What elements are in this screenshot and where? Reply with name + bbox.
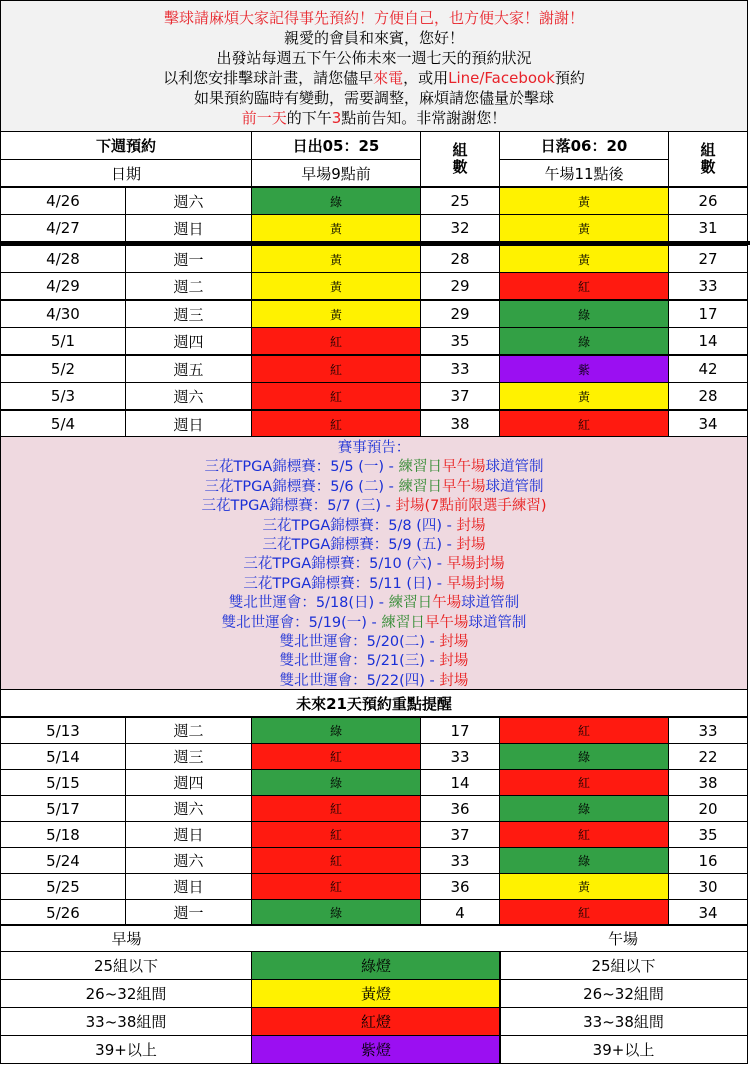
events-title: 賽事預告： — [337, 440, 411, 456]
weekday-cell: 週四 — [125, 327, 252, 355]
afternoon-status: 黃 — [499, 382, 669, 410]
event-text: 三花TPGA錦標賽：5/6 (二) - — [204, 478, 399, 495]
notice-text: 的下午 — [286, 109, 332, 127]
event-text: 雙北世運會：5/21(三) - — [279, 653, 440, 670]
notice-text: 點前告知。非常謝謝您！ — [341, 109, 507, 127]
afternoon-status: 黃 — [499, 245, 669, 273]
event-text: 雙北世運會：5/19(一) - — [221, 614, 382, 631]
groups-label: 組數 — [698, 142, 717, 176]
event-session: 早午場 — [441, 459, 486, 476]
future-title: 未來21天預約重點提醒 — [0, 689, 748, 717]
morning-groups: 4 — [420, 899, 500, 926]
date-cell: 5/26 — [0, 899, 126, 926]
afternoon-groups: 26 — [668, 187, 748, 215]
afternoon-groups: 31 — [668, 214, 748, 242]
morning-status: 黃 — [251, 300, 421, 328]
afternoon-status: 綠 — [499, 847, 669, 874]
date-cell: 5/24 — [0, 847, 126, 874]
event-session: 早午場 — [441, 478, 486, 495]
morning-groups: 29 — [420, 300, 500, 328]
legend-pm-range: 33~38組間 — [499, 1007, 748, 1036]
next-week-header: 下週預約 — [0, 131, 252, 160]
weekday-cell: 週四 — [125, 769, 252, 796]
afternoon-groups: 17 — [668, 300, 748, 328]
notice-text: 以利您安排擊球計畫，請您儘早 — [163, 69, 374, 87]
event-text: 雙北世運會：5/20(二) - — [279, 634, 440, 651]
afternoon-groups: 34 — [668, 899, 748, 926]
legend-pm-range: 25組以下 — [499, 951, 748, 980]
date-header: 日期 — [0, 159, 252, 187]
date-cell: 5/2 — [0, 355, 126, 383]
legend-light: 紫燈 — [251, 1035, 501, 1064]
weekday-cell: 週三 — [125, 743, 252, 770]
event-closed: 封場 — [439, 634, 469, 651]
afternoon-status: 紅 — [499, 272, 669, 300]
afternoon-status: 紫 — [499, 355, 669, 383]
notice-line-2: 親愛的會員和來賓，您好！ — [283, 29, 464, 47]
groups-header-am — [420, 131, 500, 187]
notice-text: 預約 — [554, 69, 585, 87]
morning-status: 綠 — [251, 899, 421, 926]
morning-status: 紅 — [251, 327, 421, 355]
weekday-cell: 週日 — [125, 214, 252, 242]
event-practice: 練習日 — [381, 614, 425, 631]
event-line — [1, 594, 747, 613]
event-practice: 練習日 — [398, 478, 442, 495]
legend-am-range: 25組以下 — [0, 951, 252, 980]
notice-highlight: 3 — [331, 109, 342, 127]
morning-groups: 35 — [420, 327, 500, 355]
date-cell: 5/15 — [0, 769, 126, 796]
event-line — [1, 497, 747, 516]
event-text: 三花TPGA錦標賽：5/10 (六) - — [243, 556, 447, 573]
date-cell: 4/30 — [0, 300, 126, 328]
notice-header — [0, 0, 748, 131]
morning-groups: 33 — [420, 355, 500, 383]
notice-highlight: 前一天 — [241, 109, 287, 127]
event-closed: 早場封場 — [446, 556, 505, 573]
event-text: 三花TPGA錦標賽：5/9 (五) - — [262, 537, 457, 554]
event-text: 雙北世運會：5/22(四) - — [279, 672, 440, 689]
date-cell: 4/27 — [0, 214, 126, 242]
afternoon-groups: 42 — [668, 355, 748, 383]
morning-groups: 33 — [420, 847, 500, 874]
notice-line-5: 如果預約臨時有變動，需要調整，麻煩請您儘量於擊球 — [193, 89, 554, 107]
afternoon-status: 綠 — [499, 743, 669, 770]
event-practice: 練習日 — [388, 595, 433, 612]
morning-status: 綠 — [251, 187, 421, 215]
afternoon-groups: 16 — [668, 847, 748, 874]
morning-status: 綠 — [251, 769, 421, 796]
morning-groups: 17 — [420, 717, 500, 744]
event-practice: 練習日 — [398, 459, 442, 476]
afternoon-groups: 22 — [668, 743, 748, 770]
weekday-cell: 週六 — [125, 847, 252, 874]
morning-header: 早場9點前 — [251, 159, 421, 187]
legend-pm-range: 39+以上 — [499, 1035, 748, 1064]
afternoon-status: 黃 — [499, 214, 669, 242]
date-cell: 5/4 — [0, 410, 126, 438]
afternoon-status: 綠 — [499, 327, 669, 355]
notice-line-6 — [1, 108, 747, 128]
weekday-cell: 週三 — [125, 300, 252, 328]
event-line — [1, 652, 747, 671]
afternoon-groups: 27 — [668, 245, 748, 273]
legend-light: 綠燈 — [251, 951, 501, 980]
afternoon-groups: 30 — [668, 873, 748, 900]
legend-am-range: 39+以上 — [0, 1035, 252, 1064]
weekday-cell: 週六 — [125, 382, 252, 410]
afternoon-header: 午場11點後 — [499, 159, 669, 187]
afternoon-groups: 38 — [668, 769, 748, 796]
event-text: 三花TPGA錦標賽：5/8 (四) - — [262, 517, 457, 534]
afternoon-groups: 33 — [668, 272, 748, 300]
event-closed: 封場(7點前限選手練習) — [395, 498, 547, 515]
weekday-cell: 週一 — [125, 245, 252, 273]
date-cell: 5/3 — [0, 382, 126, 410]
notice-line-1: 擊球請麻煩大家記得事先預約！方便自己，也方便大家！謝謝！ — [163, 9, 584, 27]
afternoon-groups: 28 — [668, 382, 748, 410]
notice-line-3: 出發站每週五下午公佈未來一週七天的預約狀況 — [216, 49, 532, 67]
week-divider — [0, 241, 750, 245]
event-text: 雙北世運會：5/18(日) - — [228, 595, 389, 612]
morning-status: 黃 — [251, 272, 421, 300]
event-session: 早午場 — [424, 614, 469, 631]
morning-status: 黃 — [251, 245, 421, 273]
afternoon-status: 紅 — [499, 899, 669, 926]
morning-groups: 33 — [420, 743, 500, 770]
weekday-cell: 週一 — [125, 899, 252, 926]
sunrise-header: 日出05：25 — [251, 131, 421, 160]
events-panel — [0, 436, 748, 690]
event-text: 球道管制 — [485, 459, 544, 476]
sunset-header: 日落06：20 — [499, 131, 669, 160]
morning-groups: 25 — [420, 187, 500, 215]
date-cell: 5/1 — [0, 327, 126, 355]
date-cell: 5/18 — [0, 821, 126, 848]
date-cell: 4/26 — [0, 187, 126, 215]
afternoon-groups: 34 — [668, 410, 748, 438]
event-closed: 封場 — [439, 672, 469, 689]
morning-groups: 36 — [420, 795, 500, 822]
morning-groups: 28 — [420, 245, 500, 273]
weekday-cell: 週日 — [125, 821, 252, 848]
afternoon-groups: 14 — [668, 327, 748, 355]
morning-status: 紅 — [251, 795, 421, 822]
legend-am-range: 26~32組間 — [0, 979, 252, 1008]
date-cell: 5/13 — [0, 717, 126, 744]
morning-status: 紅 — [251, 382, 421, 410]
event-closed: 封場 — [456, 517, 486, 534]
event-text: 三花TPGA錦標賽：5/7 (三) - — [201, 498, 396, 515]
event-closed: 早場封場 — [446, 575, 505, 592]
morning-status: 紅 — [251, 873, 421, 900]
event-line — [1, 633, 747, 652]
event-text: 三花TPGA錦標賽：5/5 (一) - — [204, 459, 399, 476]
afternoon-status: 黃 — [499, 187, 669, 215]
morning-status: 紅 — [251, 847, 421, 874]
notice-line-4 — [1, 68, 747, 88]
weekday-cell: 週六 — [125, 795, 252, 822]
morning-groups: 36 — [420, 873, 500, 900]
notice-text: ，或用 — [403, 69, 449, 87]
event-text: 球道管制 — [461, 595, 520, 612]
weekday-cell: 週五 — [125, 355, 252, 383]
event-line — [1, 517, 747, 536]
legend-light: 黃燈 — [251, 979, 501, 1008]
groups-header-pm — [668, 131, 748, 187]
afternoon-groups: 20 — [668, 795, 748, 822]
morning-status: 紅 — [251, 821, 421, 848]
groups-label: 組數 — [450, 142, 469, 176]
afternoon-groups: 35 — [668, 821, 748, 848]
date-cell: 5/17 — [0, 795, 126, 822]
event-line — [1, 555, 747, 574]
event-line — [1, 536, 747, 555]
notice-highlight: 來電 — [373, 69, 404, 87]
event-line — [1, 478, 747, 497]
weekday-cell: 週日 — [125, 873, 252, 900]
afternoon-status: 綠 — [499, 300, 669, 328]
date-cell: 4/29 — [0, 272, 126, 300]
afternoon-status: 紅 — [499, 821, 669, 848]
event-line — [1, 614, 747, 633]
morning-groups: 38 — [420, 410, 500, 438]
event-text: 三花TPGA錦標賽：5/11 (日) - — [243, 575, 447, 592]
event-text: 球道管制 — [468, 614, 527, 631]
morning-status: 綠 — [251, 717, 421, 744]
morning-status: 黃 — [251, 214, 421, 242]
legend-am-range: 33~38組間 — [0, 1007, 252, 1036]
event-closed: 封場 — [439, 653, 469, 670]
date-cell: 5/25 — [0, 873, 126, 900]
afternoon-groups: 33 — [668, 717, 748, 744]
afternoon-status: 黃 — [499, 873, 669, 900]
legend-am-label: 早場 — [0, 924, 252, 952]
legend-light: 紅燈 — [251, 1007, 501, 1036]
morning-groups: 37 — [420, 821, 500, 848]
weekday-cell: 週日 — [125, 410, 252, 438]
weekday-cell: 週二 — [125, 272, 252, 300]
event-line — [1, 458, 747, 477]
legend-spacer — [251, 924, 501, 952]
afternoon-status: 紅 — [499, 769, 669, 796]
event-text: 球道管制 — [485, 478, 544, 495]
morning-status: 紅 — [251, 743, 421, 770]
date-cell: 5/14 — [0, 743, 126, 770]
morning-status: 紅 — [251, 355, 421, 383]
notice-highlight: Line/Facebook — [448, 69, 555, 87]
event-session: 午場 — [432, 595, 462, 612]
morning-groups: 14 — [420, 769, 500, 796]
morning-status: 紅 — [251, 410, 421, 438]
weekday-cell: 週六 — [125, 187, 252, 215]
legend-pm-range: 26~32組間 — [499, 979, 748, 1008]
date-cell: 4/28 — [0, 245, 126, 273]
afternoon-status: 紅 — [499, 410, 669, 438]
morning-groups: 32 — [420, 214, 500, 242]
morning-groups: 29 — [420, 272, 500, 300]
event-line — [1, 575, 747, 594]
afternoon-status: 綠 — [499, 795, 669, 822]
legend-pm-label: 午場 — [499, 924, 748, 952]
event-closed: 封場 — [456, 537, 486, 554]
weekday-cell: 週二 — [125, 717, 252, 744]
afternoon-status: 紅 — [499, 717, 669, 744]
morning-groups: 37 — [420, 382, 500, 410]
